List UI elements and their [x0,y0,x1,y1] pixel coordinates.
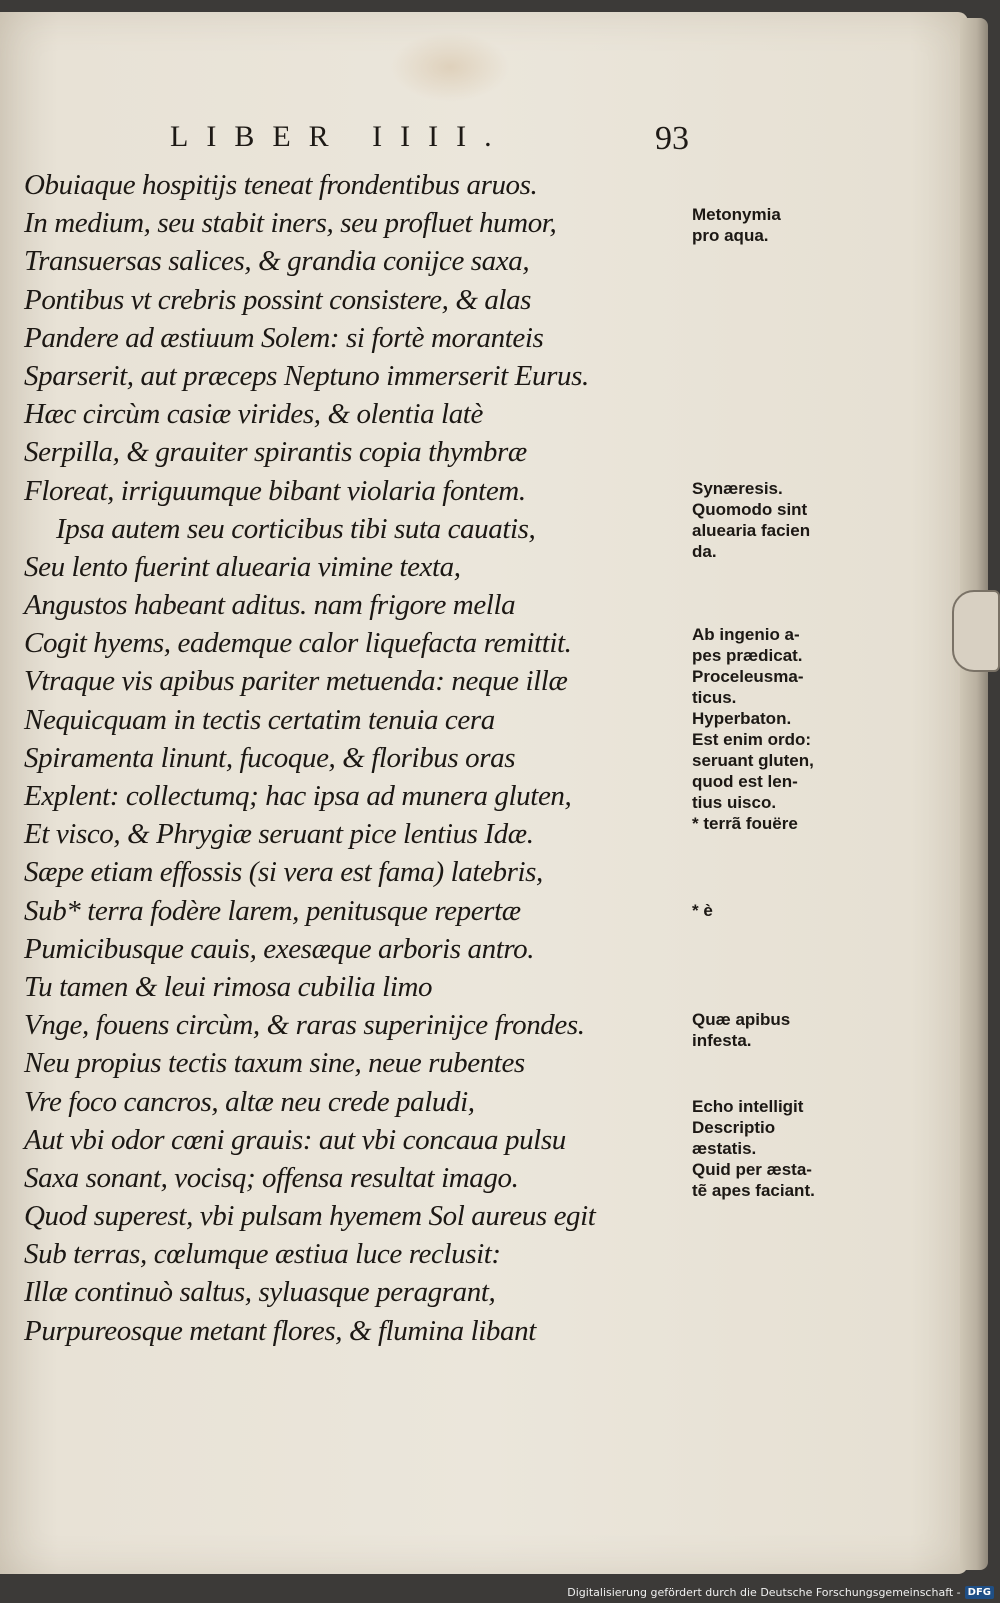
running-title: LIBER IIII. [170,120,510,153]
gloss-line: pes prædicat. [692,646,803,665]
gloss-line: Synæresis. [692,479,783,498]
marginal-gloss-note [692,900,872,921]
gloss-line: pro aqua. [692,226,769,245]
verse-line: Nequicquam in tectis certatim tenuia cera [24,703,495,736]
verse-line: Serpilla, & grauiter spirantis copia thymbræ [24,436,527,469]
digitization-credit [567,1586,994,1599]
verse-line: Saxa sonant, vocisq; offensa resultat imago. [24,1161,519,1194]
verse-line: Floreat, irriguumque bibant violaria fontem. [24,474,526,507]
verse-line: Pumicibusque cauis, exesæque arboris antro. [24,932,535,965]
verse-line: Neu propius tectis taxum sine, neue rubentes [24,1047,525,1080]
bookmark-tab [952,590,1000,672]
gloss-line: Quæ apibus [692,1010,791,1029]
gloss-line: Metonymia [692,205,781,224]
verse-line: Hæc circùm casiæ virides, & olentia latè [24,398,483,431]
gloss-line: tẽ apes faciant. [692,1181,815,1200]
gloss-line: Echo intelligit [692,1097,804,1116]
verse-line: Sparserit, aut præceps Neptuno immerserit Eurus. [24,359,589,392]
dfg-logo: DFG [965,1586,994,1599]
marginal-gloss-metonymia [692,204,872,246]
verse-line: Cogit hyems, eademque calor liquefacta remittit. [24,627,572,660]
verse-line: In medium, seu stabit iners, seu profluet humor, [24,207,557,240]
verse-line: Pontibus vt crebris possint consistere, & alas [24,283,532,316]
verse-line: Vnge, fouens circùm, & raras superinijce frondes. [24,1009,585,1042]
verse-line: Et visco, & Phrygiæ seruant pice lentius Idæ. [24,818,534,851]
verse-line: Purpureosque metant flores, & flumina libant [24,1314,536,1347]
marginal-gloss-quae-apibus [692,1009,872,1051]
gloss-line: tius uisco. [692,793,777,812]
gloss-line: Quomodo sint [692,500,808,519]
gloss-line: Ab ingenio a- [692,625,800,644]
gloss-line: Descriptio [692,1118,776,1137]
gloss-line: * è [692,901,713,920]
verse-line: Transuersas salices, & grandia conijce saxa, [24,245,530,278]
gloss-line: * terrã fouëre [692,814,798,833]
gloss-line: ticus. [692,688,737,707]
folio-number: 93 [655,120,689,157]
marginal-gloss-synaeresis [692,478,872,562]
gloss-line: infesta. [692,1031,752,1050]
book-page [0,12,968,1574]
gloss-line: Proceleusma- [692,667,804,686]
gloss-line: Quid per æsta- [692,1160,812,1179]
gloss-line: seruant gluten, [692,751,814,770]
credit-text: Digitalisierung gefördert durch die Deutsche Forschungsgemeinschaft - [567,1586,961,1599]
gloss-line: aluearia facien [692,521,811,540]
verse-line: Angustos habeant aditus. nam frigore mella [24,589,516,622]
page-edge [960,18,988,1570]
marginal-gloss-ab-ingenio [692,624,872,834]
verse-line: Sæpe etiam effossis (si vera est fama) latebris, [24,856,543,889]
gloss-line: Hyperbaton. [692,709,792,728]
verse-line: Sub* terra fodère larem, penitusque repertæ [24,894,521,927]
marginal-gloss-echo [692,1096,872,1201]
gloss-line: da. [692,542,717,561]
verse-line: Vtraque vis apibus pariter metuenda: neque illæ [24,665,568,698]
gloss-line: quod est len- [692,772,798,791]
verse-line: Aut vbi odor cœni grauis: aut vbi concaua pulsu [24,1123,566,1156]
verse-text [24,166,684,1350]
verse-line: Seu lento fuerint aluearia vimine texta, [24,550,461,583]
verse-line: Spiramenta linunt, fucoque, & floribus oras [24,741,516,774]
verse-line: Explent: collectumq; hac ipsa ad munera gluten, [24,780,572,812]
verse-line: Illæ continuò saltus, syluasque peragrant, [24,1276,496,1309]
verse-line: Ipsa autem seu corticibus tibi suta cauatis, [56,512,536,545]
gloss-line: æstatis. [692,1139,757,1158]
gloss-line: Est enim ordo: [692,730,812,749]
verse-line: Vre foco cancros, altæ neu crede paludi, [24,1085,475,1118]
verse-line: Quod superest, vbi pulsam hyemem Sol aureus egit [24,1200,596,1233]
verse-line: Sub terras, cœlumque æstiua luce reclusit: [24,1238,501,1271]
verse-line: Tu tamen & leui rimosa cubilia limo [24,970,433,1003]
verse-line: Obuiaque hospitijs teneat frondentibus aruos. [24,169,538,201]
verse-line: Pandere ad æstiuum Solem: si fortè moranteis [24,321,544,354]
